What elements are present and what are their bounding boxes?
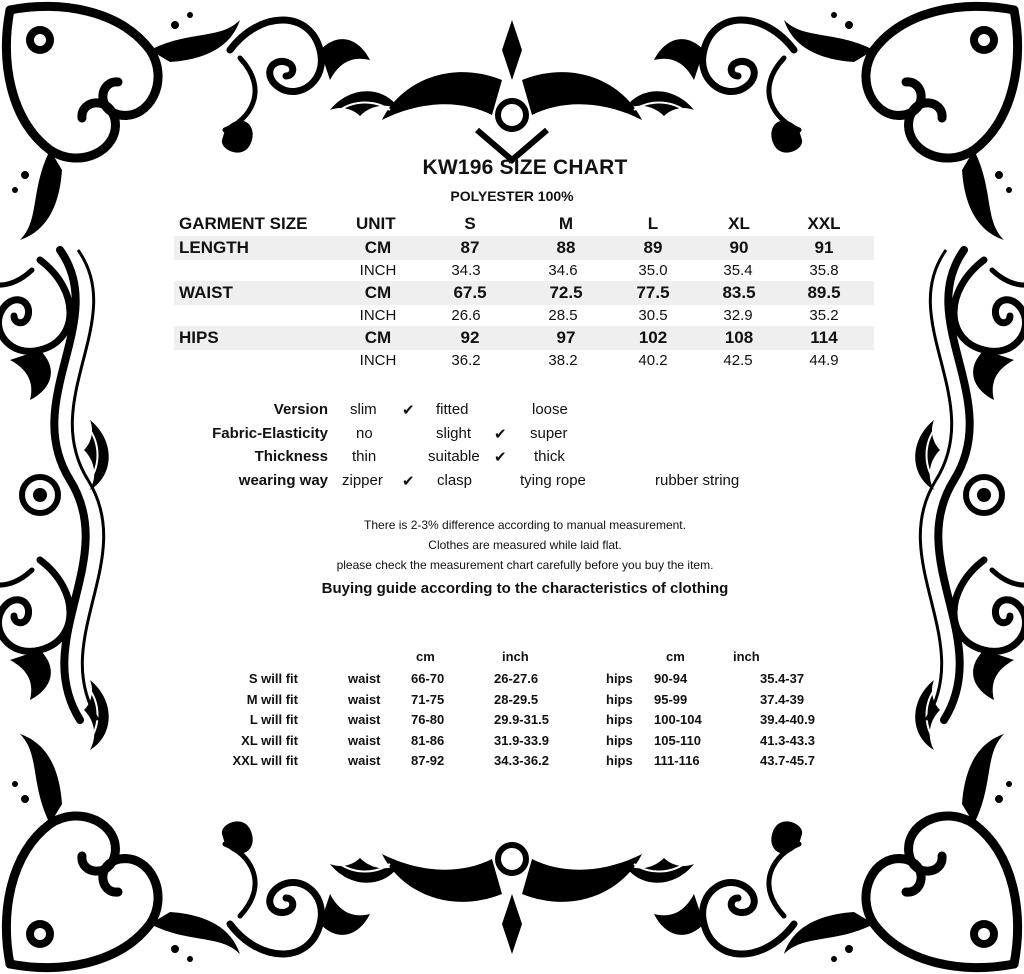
unit-cm: CM [364, 328, 392, 347]
table-cell: 67.5 [453, 283, 487, 302]
table-cell: 28.5 [548, 307, 578, 324]
guide-hips-inch: 37.4-39 [760, 692, 805, 707]
note-line: Clothes are measured while laid flat. [428, 538, 622, 552]
guide-waist-label: waist [348, 692, 381, 707]
checkmark-icon: ✔ [402, 402, 415, 419]
guide-hips-cm: 90-94 [654, 671, 688, 686]
table-cell: 30.5 [638, 307, 668, 324]
page-title: KW196 SIZE CHART [422, 156, 628, 179]
char-option: rubber string [655, 472, 740, 489]
guide-row-label: S will fit [248, 671, 298, 686]
char-option: suitable [428, 448, 480, 465]
guide-header-waist-cm: cm [416, 649, 435, 664]
char-option: tying rope [520, 472, 586, 489]
char-option: slight [436, 425, 472, 442]
header-size-l: L [647, 214, 659, 233]
unit-inch: INCH [359, 307, 397, 324]
material-label: POLYESTER 100% [450, 188, 574, 204]
guide-hips-label: hips [606, 712, 633, 727]
table-cell: 87 [460, 238, 480, 257]
table-cell: 114 [810, 328, 838, 347]
checkmark-icon: ✔ [402, 473, 415, 490]
guide-waist-inch: 26-27.6 [494, 671, 539, 686]
guide-waist-label: waist [348, 753, 381, 768]
table-cell: 72.5 [549, 283, 583, 302]
char-label-wearing-way: wearing way [238, 472, 328, 489]
guide-waist-cm: 81-86 [411, 733, 445, 748]
guide-row-label: M will fit [246, 692, 298, 707]
char-label-version: Version [273, 401, 328, 418]
unit-inch: INCH [359, 352, 397, 369]
table-cell: 83.5 [722, 283, 756, 302]
unit-cm: CM [364, 283, 392, 302]
table-cell: 89.5 [807, 283, 841, 302]
table-cell: 90 [729, 238, 749, 257]
table-cell: 34.6 [548, 262, 578, 279]
char-option: zipper [342, 472, 383, 489]
guide-hips-label: hips [606, 733, 633, 748]
guide-header-hips-cm: cm [666, 649, 685, 664]
table-cell: 35.0 [638, 262, 668, 279]
guide-hips-label: hips [606, 692, 633, 707]
guide-waist-inch: 29.9-31.5 [494, 712, 549, 727]
table-cell: 92 [460, 328, 480, 347]
row-label-length: LENGTH [179, 238, 249, 257]
row-label-hips: HIPS [179, 328, 219, 347]
guide-hips-label: hips [606, 753, 633, 768]
header-size-m: M [558, 214, 574, 233]
table-cell: 44.9 [809, 352, 839, 369]
char-option: no [356, 425, 373, 442]
guide-waist-cm: 66-70 [411, 671, 445, 686]
checkmark-icon: ✔ [494, 426, 507, 443]
header-garment-size: GARMENT SIZE [179, 214, 308, 233]
buying-guide-title: Buying guide according to the characteristics of clothing [321, 580, 729, 597]
guide-row-label: XXL will fit [232, 753, 298, 768]
guide-hips-cm: 111-116 [654, 753, 700, 768]
char-option: thin [352, 448, 377, 465]
unit-cm: CM [364, 238, 392, 257]
guide-hips-cm: 100-104 [654, 712, 702, 727]
char-label-fabric-elasticity: Fabric-Elasticity [212, 425, 328, 442]
table-cell: 108 [724, 328, 754, 347]
guide-waist-inch: 28-29.5 [494, 692, 539, 707]
note-line: please check the measurement chart carefully before you buy the item. [336, 558, 714, 572]
char-option: slim [350, 401, 377, 418]
guide-hips-cm: 95-99 [654, 692, 688, 707]
table-cell: 88 [556, 238, 576, 257]
table-cell: 35.8 [809, 262, 839, 279]
table-cell: 102 [638, 328, 668, 347]
table-cell: 89 [643, 238, 663, 257]
table-cell: 38.2 [548, 352, 578, 369]
table-cell: 91 [814, 238, 834, 257]
guide-header-hips-inch: inch [733, 649, 760, 664]
header-size-s: S [464, 214, 476, 233]
unit-inch: INCH [359, 262, 397, 279]
char-label-thickness: Thickness [254, 448, 328, 465]
guide-waist-label: waist [348, 733, 381, 748]
guide-row-label: L will fit [249, 712, 298, 727]
guide-hips-inch: 39.4-40.9 [760, 712, 815, 727]
table-cell: 35.4 [723, 262, 753, 279]
guide-hips-inch: 43.7-45.7 [760, 753, 815, 768]
guide-waist-cm: 87-92 [411, 753, 445, 768]
guide-waist-label: waist [348, 671, 381, 686]
char-option: thick [534, 448, 565, 465]
char-option: super [530, 425, 568, 442]
checkmark-icon: ✔ [494, 449, 507, 466]
row-label-waist: WAIST [179, 283, 233, 302]
char-option: fitted [436, 401, 469, 418]
guide-waist-cm: 71-75 [411, 692, 445, 707]
guide-waist-inch: 34.3-36.2 [494, 753, 549, 768]
guide-header-waist-inch: inch [502, 649, 529, 664]
header-unit: UNIT [356, 214, 396, 233]
guide-waist-cm: 76-80 [411, 712, 445, 727]
table-cell: 77.5 [636, 283, 670, 302]
table-cell: 42.5 [723, 352, 753, 369]
char-option: clasp [437, 472, 473, 489]
table-cell: 26.6 [451, 307, 481, 324]
guide-waist-inch: 31.9-33.9 [494, 733, 549, 748]
table-cell: 34.3 [451, 262, 481, 279]
guide-waist-label: waist [348, 712, 381, 727]
guide-hips-inch: 35.4-37 [760, 671, 805, 686]
note-line: There is 2-3% difference according to manual measurement. [364, 518, 686, 532]
guide-hips-inch: 41.3-43.3 [760, 733, 815, 748]
table-cell: 35.2 [809, 307, 839, 324]
table-cell: 97 [556, 328, 576, 347]
guide-hips-label: hips [606, 671, 633, 686]
guide-row-label: XL will fit [241, 733, 298, 748]
header-size-xl: XL [728, 214, 750, 233]
header-size-xxl: XXL [807, 214, 841, 233]
table-cell: 32.9 [723, 307, 753, 324]
guide-hips-cm: 105-110 [654, 733, 701, 748]
table-cell: 40.2 [638, 352, 668, 369]
char-option: loose [532, 401, 568, 418]
table-cell: 36.2 [451, 352, 481, 369]
